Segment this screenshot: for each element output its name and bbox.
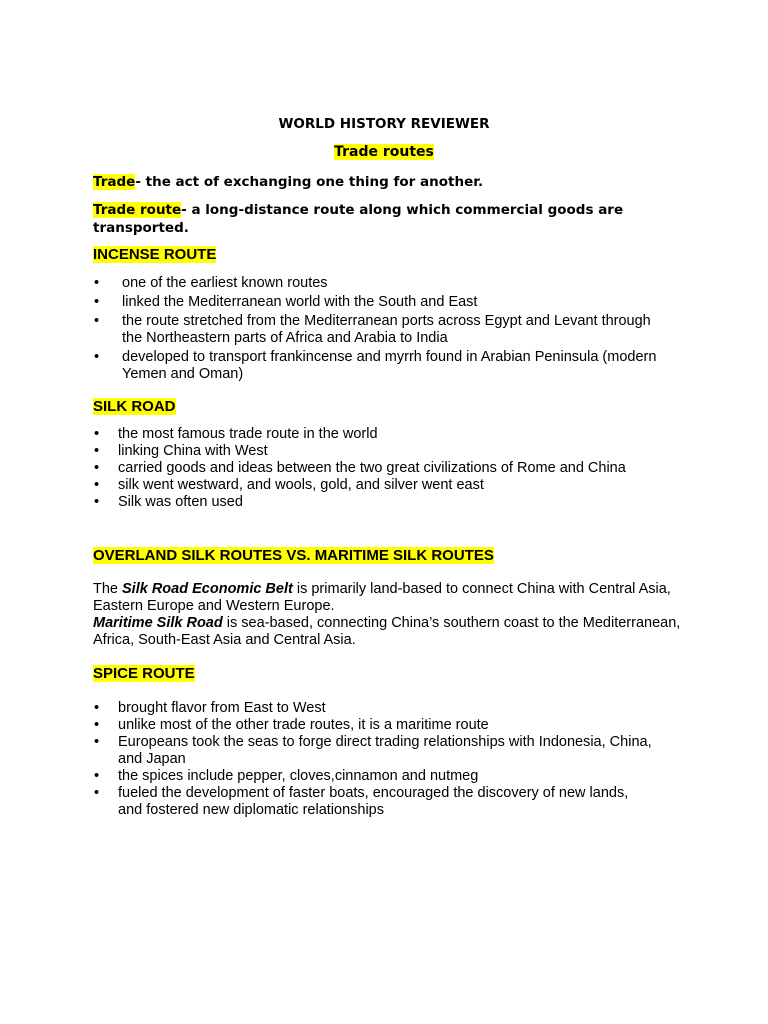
heading-text: SILK ROAD [93,398,176,415]
list-item: • carried goods and ideas between the two great civilizations of Rome and China [118,460,668,477]
list-item: • unlike most of the other trade routes, it is a maritime route [118,717,653,734]
text-run: is primarily land-based to connect China with Central Asia, Eastern Europe and Western Europe. [93,581,671,614]
section-heading-overland-vs-maritime [93,546,494,565]
list-item: • brought flavor from East to West [118,700,653,717]
heading-text: SPICE ROUTE [93,665,195,682]
list-item: • the most famous trade route in the world [118,426,668,443]
section-heading-incense [93,245,216,264]
text-run: is sea-based, connecting China’s southern coast to the Mediterranean, Africa, South-East Asia and Central Asia. [93,615,681,648]
list-item: • silk went westward, and wools, gold, and silver went east [118,477,668,494]
list-item: • linking China with West [118,443,668,460]
spice-route-list [118,700,653,819]
overland-maritime-paragraph [93,581,693,649]
definition-text: - the act of exchanging one thing for another. [135,174,484,190]
list-item: • fueled the development of faster boats, encouraged the discovery of new lands, and fostered new diplomatic relationships [118,785,653,819]
text-run: The [93,581,123,597]
list-item: • Silk was often used [118,494,668,511]
emphasis-term: Silk Road Economic Belt [122,581,293,597]
incense-list [118,275,663,383]
list-item: • the spices include pepper, cloves,cinnamon and nutmeg [118,768,653,785]
list-item: • linked the Mediterranean world with the South and East [118,294,663,311]
definition-text: - a long-distance route along which commercial goods are transported. [93,202,624,236]
list-item: • the route stretched from the Mediterranean ports across Egypt and Levant through the Northeastern parts of Africa and Arabia to India [118,313,663,347]
heading-text: OVERLAND SILK ROUTES VS. MARITIME SILK ROUTES [93,547,494,564]
paragraph-silk-road-economic-belt [93,581,693,615]
emphasis-term: Maritime Silk Road [93,615,223,631]
list-item: • Europeans took the seas to forge direct trading relationships with Indonesia, China, and Japan [118,734,653,768]
section-heading-spice-route [93,664,195,683]
section-heading-silk-road [93,397,176,416]
definition-trade [93,173,653,191]
list-item: • one of the earliest known routes [118,275,663,292]
list-item: • developed to transport frankincense and myrrh found in Arabian Peninsula (modern Yemen and Oman) [118,349,663,383]
subtitle-text: Trade routes [334,144,434,160]
definition-trade-route [93,201,653,237]
page-subtitle [0,144,768,160]
definition-term: Trade route [93,202,182,218]
page-title: WORLD HISTORY REVIEWER [278,116,490,132]
silk-road-list [118,426,668,511]
definition-term: Trade [93,174,136,190]
heading-text: INCENSE ROUTE [93,246,217,263]
paragraph-maritime-silk-road [93,615,693,649]
